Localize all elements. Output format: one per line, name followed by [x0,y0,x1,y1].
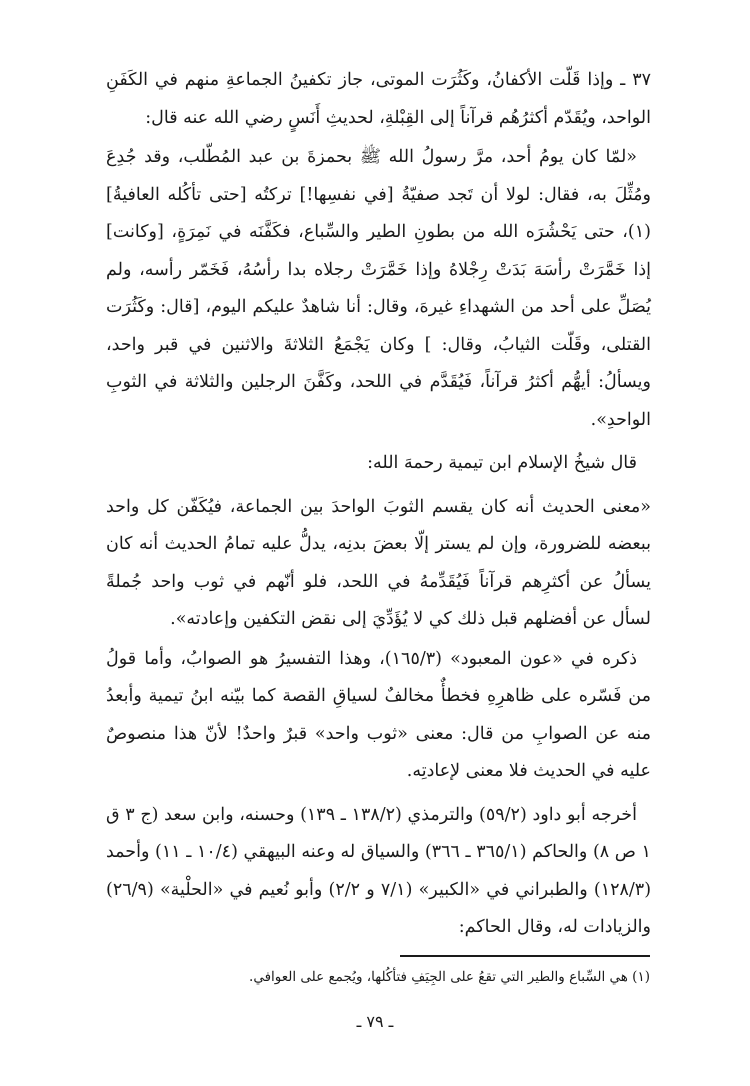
footnote: (١) هي السِّباع والطير التي تقعُ على الجِيَفِ فتأكُلها، ويُجمع على العوافي. [249,969,650,985]
paragraph-commentary: ذكره في «عون المعبود» (١٦٥/٣)، وهذا التفسيرُ هو الصوابُ، وأما قولُ من فَسّره على ظاهرِهِ فخطأٌ مخالفٌ لسياقِ القصة كما بيّنه ابنُ تيمية وأبعدُ منه عن الصوابِ من قال: معنى «ثوب واحد» قبرٌ واحدٌ! لأنّ هذا منصوصٌ عليه في الحديث فلا معنى لإعادتِه. [106,648,651,781]
paragraph-intro: ٣٧ ـ وإذا قَلّت الأكفانُ، وكَثُرَت الموتى، جاز تكفينُ الجماعةِ منهم في الكَفَنِ الواحد، ويُقَدّم أكثرُهُم قرآناً إلى القِبْلةِ، لحديثِ أَنَسٍ رضي الله عنه قال: [106,70,651,128]
page-number: ـ ٧٩ ـ [356,1012,394,1031]
paragraph-ibn-taymiyya-attribution: قال شيخُ الإسلام ابن تيمية رحمهَ الله: [367,453,637,473]
paragraph-ibn-taymiyya-quote: «معنى الحديث أنه كان يقسم الثوبَ الواحدَ بين الجماعة، فيُكَفّن كل واحد ببعضه للضرورة، وإن لم يستر إلّا بعضَ بدنِه، يدلُّ عليه تمامُ الحديث أنه كان يسألُ عن أكثرِهم قرآناً فَيُقَدِّمهُ في اللحد، فلو أنّهم في ثوب واحد جُملةً لسأل عن أفضلهم قبل ذلك كي لا يُؤَدِّيَ إلى نقض التكفين وإعادته». [106,496,651,629]
paragraph-takhrij: أخرجه أبو داود (٥٩/٢) والترمذي (١٣٨/٢ ـ ١٣٩) وحسنه، وابن سعد (ج ٣ ق ١ ص ٨) والحاكم (٣٦٥/١ ـ ٣٦٦) والسياق له وعنه البيهقي (١٠/٤ ـ ١١) وأحمد (١٢٨/٣) والطبراني في «الكبير» (٧/١ و ٢/٢) وأبو نُعيم في «الحلْية» (٢٦/٩) والزيادات له، وقال الحاكم: [106,804,652,937]
paragraph-hadith: «لمّا كان يومُ أحد، مرَّ رسولُ الله ﷺ بحمزةَ بن عبد المُطّلب، وقد جُدِعَ ومُثِّلَ به، فقال: لولا أن تَجد صفيّةُ [في نفسِها!] تركتُه [حتى تأكُله العافيةُ](١)، حتى يَحْشُرَه الله من بطونِ الطير والسِّباع، فكَفَّنَه في نَمِرَةٍ، [وكانت] إذا خَمَّرَتْ رأسَهَ بَدَتْ رِجْلاهُ وإذا خَمَّرَتْ رجلاه بدا رأسُهُ، فَخَمّر رأسه، ولم يُصَلِّ على أحد من الشهداءِ غيرهَ، وقال: أنا شاهدٌ عليكم اليوم، [قال: وكَثُرَت القتلى، وقَلّت الثيابُ، وقال: ] وكان يَجْمَعُ الثلاثةَ والاثنين في قبر واحد، ويسألُ: أيهُّم أكثرُ قرآناً، فَيُقَدَّم في اللحد، وكَفَّنَ الرجلين والثلاثة في الثوبِ الواحدِ». [106,147,651,430]
footnote-separator [400,955,650,957]
page-body [106,62,651,947]
